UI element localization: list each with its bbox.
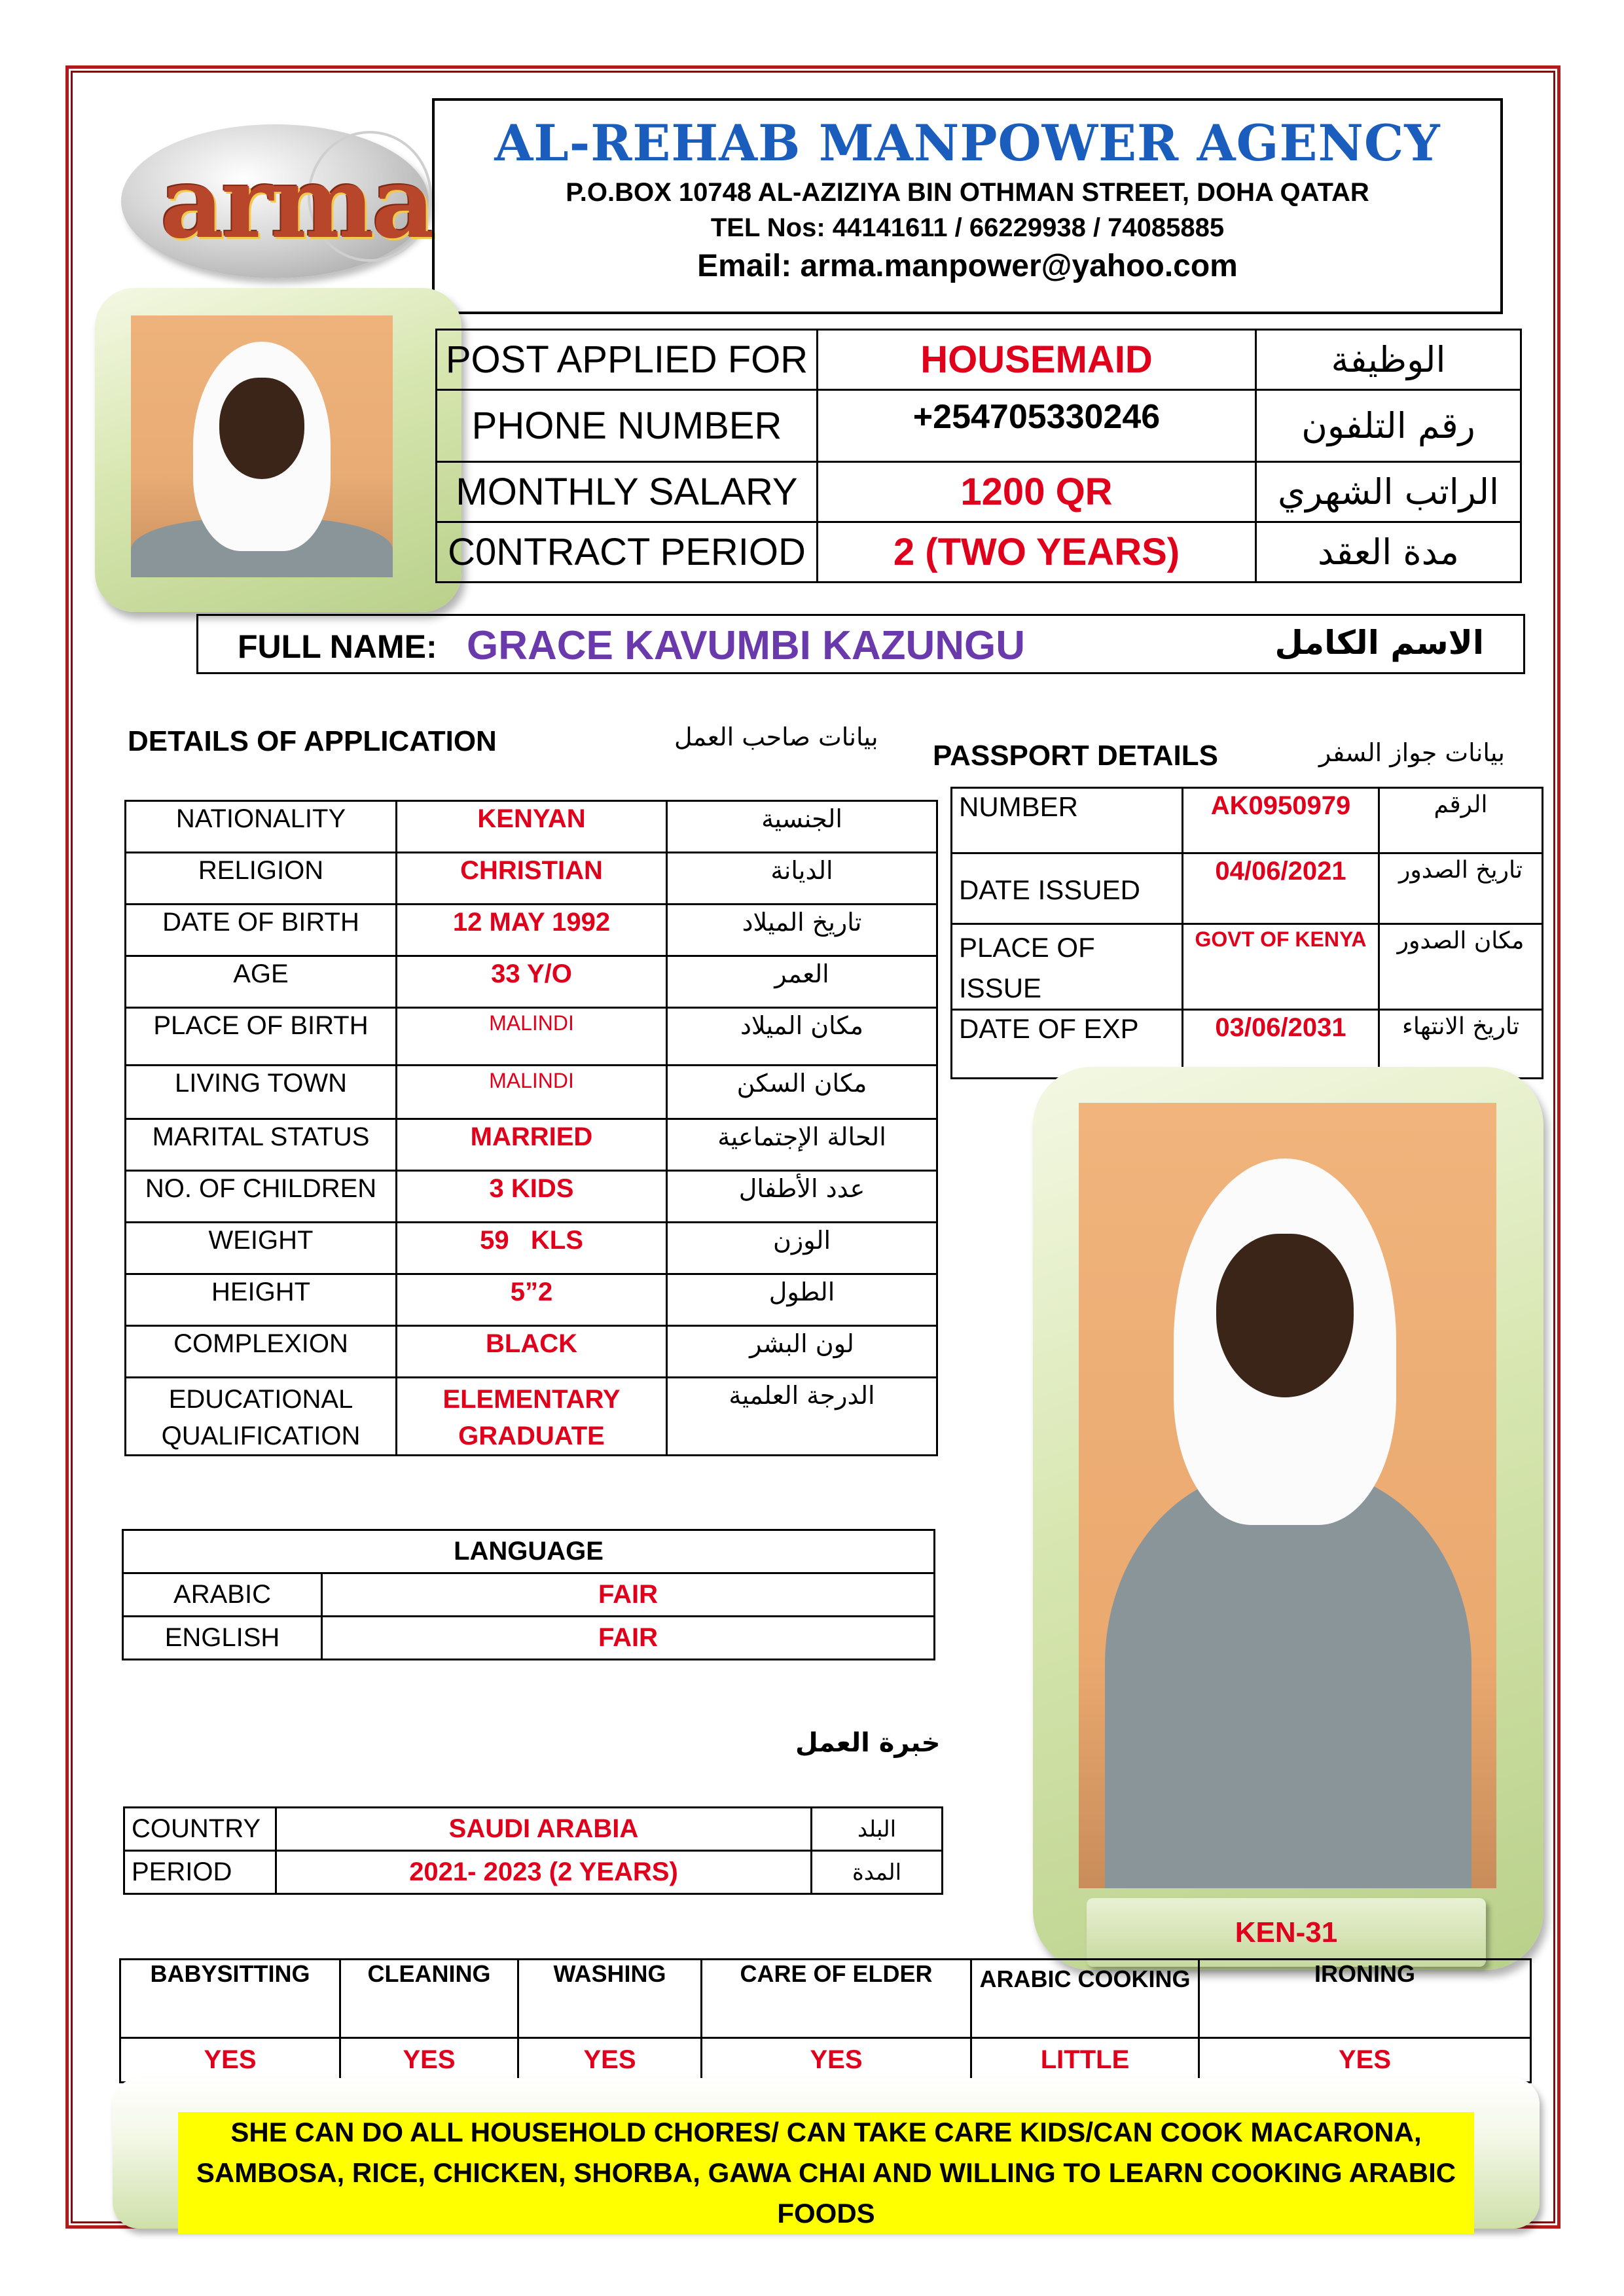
remarks-box [113,2078,1540,2229]
detail-label: EDUCATIONAL QUALIFICATION [126,1378,397,1456]
application-summary-table [435,329,1522,583]
passport-value: AK0950979 [1183,788,1379,853]
agency-email: Email: arma.manpower@yahoo.com [697,249,1238,283]
remarks-text: SHE CAN DO ALL HOUSEHOLD CHORES/ CAN TAKE CARE KIDS/CAN COOK MACARONA, SAMBOSA, RICE, CHICKEN, SHORBA, GAWA CHAI AND WILLING TO LEARN COOKING ARABIC FOODS [178,2112,1474,2234]
skill-value: YES [340,2038,518,2083]
table-row [123,1617,935,1660]
detail-value: BLACK [397,1326,667,1378]
detail-value: 5”2 [397,1274,667,1326]
skill-value: YES [120,2038,340,2083]
detail-value: 3 KIDS [397,1171,667,1223]
experience-title-arabic: خبرة العمل [795,1728,941,1758]
table-row [126,1066,937,1119]
passport-arabic: الرقم [1379,788,1543,853]
table-row [123,1573,935,1617]
passport-value: GOVT OF KENYA [1183,924,1379,1010]
table-row [437,522,1521,583]
table-row [120,1960,1531,2038]
detail-value: 59 KLS [397,1223,667,1274]
skill-name: CLEANING [340,1960,518,2038]
agency-header [432,98,1503,314]
summary-arabic: رقم التلفون [1256,390,1521,462]
detail-arabic: الجنسية [667,801,937,853]
table-row [437,390,1521,462]
table-row [126,1274,937,1326]
passport-arabic: مكان الصدور [1379,924,1543,1010]
details-table [124,800,938,1456]
full-name-label: FULL NAME: [238,628,437,665]
language-label: ENGLISH [123,1617,322,1660]
table-row [126,1008,937,1066]
passport-title-arabic: بيانات جواز السفر [1319,738,1505,767]
experience-value: 2021- 2023 (2 YEARS) [276,1851,812,1894]
agency-name: AL-REHAB MANPOWER AGENCY [494,114,1441,172]
summary-label: PHONE NUMBER [437,390,818,462]
skill-value: YES [518,2038,702,2083]
detail-arabic: الدرجة العلمية [667,1378,937,1456]
language-label: ARABIC [123,1573,322,1617]
full-name-box [196,614,1525,674]
skill-name: ARABIC COOKING [971,1960,1199,2038]
table-row [126,853,937,905]
detail-label: RELIGION [126,853,397,905]
passport-table [950,787,1543,1079]
table-row [126,801,937,853]
detail-label: WEIGHT [126,1223,397,1274]
passport-title: PASSPORT DETAILS [933,740,1218,772]
skill-value: YES [702,2038,971,2083]
full-name-arabic: الاسم الكامل [1274,624,1484,662]
detail-value: KENYAN [397,801,667,853]
summary-label: POST APPLIED FOR [437,330,818,390]
skill-name: IRONING [1199,1960,1531,2038]
full-photo [1079,1103,1496,1888]
detail-label: AGE [126,956,397,1008]
detail-arabic: العمر [667,956,937,1008]
passport-arabic: تاريخ الانتهاء [1379,1010,1543,1079]
detail-label: HEIGHT [126,1274,397,1326]
detail-arabic: لون البشر [667,1326,937,1378]
table-row [126,905,937,956]
skill-value: LITTLE [971,2038,1199,2083]
small-photo [131,315,393,577]
detail-value: MALINDI [397,1066,667,1119]
summary-value: 1200 QR [818,462,1256,522]
detail-value: MARRIED [397,1119,667,1171]
table-row [126,1223,937,1274]
detail-value: ELEMENTARY GRADUATE [397,1378,667,1456]
experience-value: SAUDI ARABIA [276,1808,812,1851]
skill-name: BABYSITTING [120,1960,340,2038]
detail-label: DATE OF BIRTH [126,905,397,956]
detail-label: PLACE OF BIRTH [126,1008,397,1066]
summary-label: MONTHLY SALARY [437,462,818,522]
detail-arabic: الوزن [667,1223,937,1274]
table-row [124,1808,943,1851]
summary-label: C0NTRACT PERIOD [437,522,818,583]
language-table [122,1529,935,1660]
detail-label: LIVING TOWN [126,1066,397,1119]
detail-arabic: مكان السكن [667,1066,937,1119]
summary-arabic: الراتب الشهري [1256,462,1521,522]
language-title: LANGUAGE [123,1530,935,1573]
detail-value: 33 Y/O [397,956,667,1008]
table-row [437,330,1521,390]
passport-label: DATE ISSUED [952,853,1183,924]
full-name-value: GRACE KAVUMBI KAZUNGU [467,623,1026,668]
table-row [952,788,1543,853]
summary-value: +254705330246 [818,390,1256,462]
agency-address: P.O.BOX 10748 AL-AZIZIYA BIN OTHMAN STREET, DOHA QATAR [566,178,1369,207]
experience-arabic: البلد [812,1808,943,1851]
experience-label: COUNTRY [124,1808,276,1851]
skill-value: YES [1199,2038,1531,2083]
detail-arabic: مكان الميلاد [667,1008,937,1066]
summary-arabic: مدة العقد [1256,522,1521,583]
table-row [123,1530,935,1573]
table-row [126,1378,937,1456]
detail-arabic: الحالة الإجتماعية [667,1119,937,1171]
skill-name: CARE OF ELDER [702,1960,971,2038]
language-value: FAIR [322,1617,935,1660]
passport-value: 03/06/2031 [1183,1010,1379,1079]
language-value: FAIR [322,1573,935,1617]
detail-label: MARITAL STATUS [126,1119,397,1171]
table-row [126,1326,937,1378]
detail-arabic: الديانة [667,853,937,905]
table-row [120,2038,1531,2083]
logo-text: arma [160,145,433,260]
skill-name: WASHING [518,1960,702,2038]
summary-value: HOUSEMAID [818,330,1256,390]
table-row [437,462,1521,522]
detail-arabic: تاريخ الميلاد [667,905,937,956]
table-row [126,956,937,1008]
skills-table [119,1958,1532,2083]
details-title-arabic: بيانات صاحب العمل [674,723,878,751]
detail-arabic: عدد الأطفال [667,1171,937,1223]
passport-label: PLACE OF ISSUE [952,924,1183,1010]
table-row [126,1119,937,1171]
passport-label: DATE OF EXP [952,1010,1183,1079]
detail-value: CHRISTIAN [397,853,667,905]
summary-arabic: الوظيفة [1256,330,1521,390]
experience-table [123,1806,943,1895]
experience-arabic: المدة [812,1851,943,1894]
agency-phones: TEL Nos: 44141611 / 66229938 / 74085885 [710,213,1225,242]
summary-value: 2 (TWO YEARS) [818,522,1256,583]
detail-label: NO. OF CHILDREN [126,1171,397,1223]
passport-arabic: تاريخ الصدور [1379,853,1543,924]
table-row [952,853,1543,924]
table-row [124,1851,943,1894]
detail-arabic: الطول [667,1274,937,1326]
experience-label: PERIOD [124,1851,276,1894]
detail-label: COMPLEXION [126,1326,397,1378]
detail-value: MALINDI [397,1008,667,1066]
passport-value: 04/06/2021 [1183,853,1379,924]
details-title: DETAILS OF APPLICATION [128,725,497,757]
table-row [126,1171,937,1223]
passport-label: NUMBER [952,788,1183,853]
table-row [952,924,1543,1010]
reference-code: KEN-31 [1087,1898,1486,1967]
detail-value: 12 MAY 1992 [397,905,667,956]
detail-label: NATIONALITY [126,801,397,853]
